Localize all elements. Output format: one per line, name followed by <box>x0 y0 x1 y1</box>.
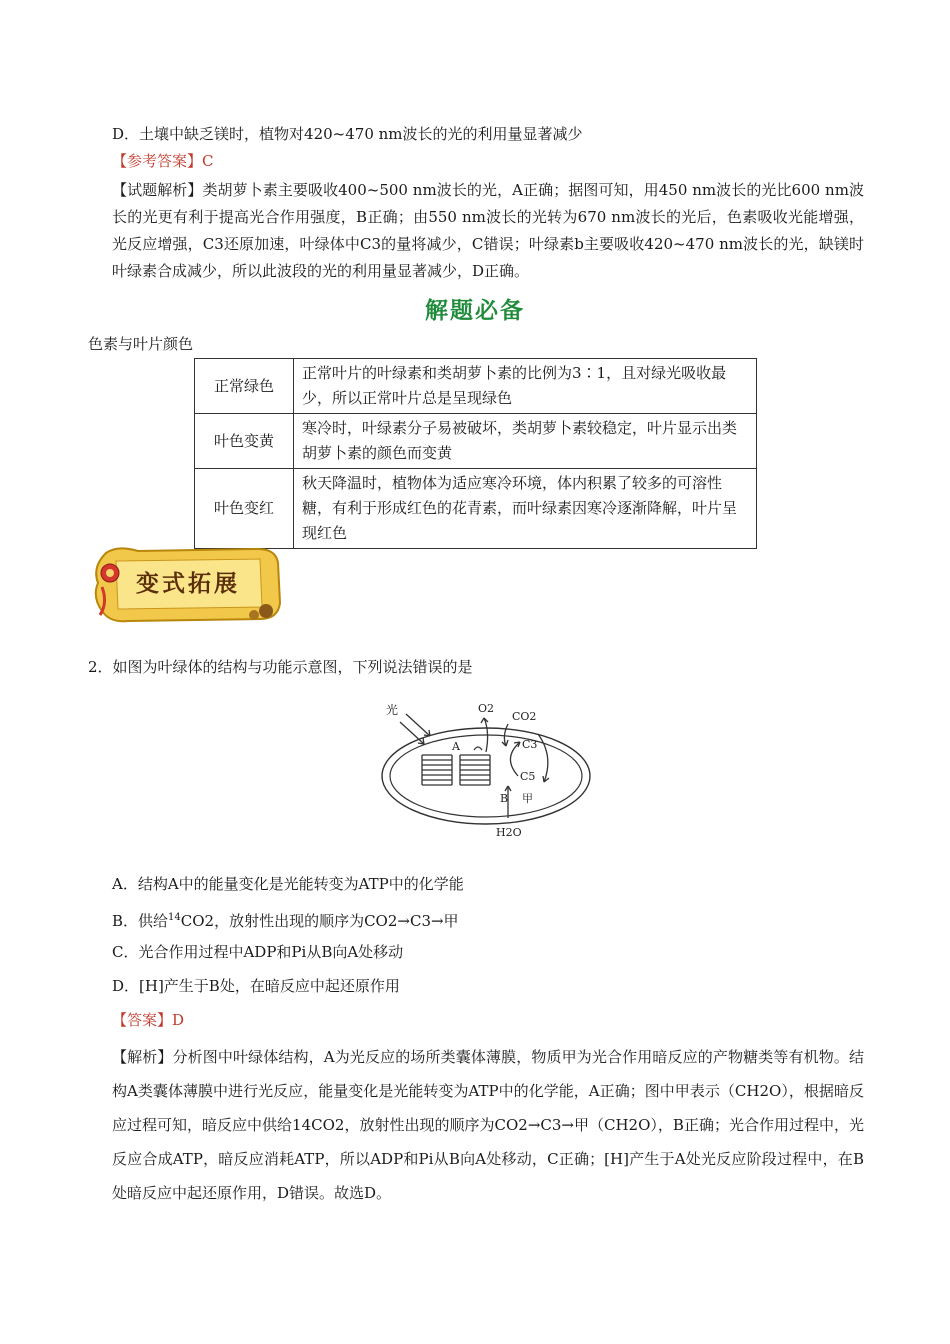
banner-text: 变式拓展 <box>136 570 240 597</box>
table-cell-value: 寒冷时，叶绿素分子易被破坏，类胡萝卜素较稳定，叶片显示出类胡萝卜素的颜色而变黄 <box>294 414 757 469</box>
table-cell-value: 正常叶片的叶绿素和类胡萝卜素的比例为3∶1，且对绿光吸收最少，所以正常叶片总是呈现绿色 <box>294 359 757 414</box>
label-jia: 甲 <box>522 792 533 805</box>
option-b-rest: CO2，放射性出现的顺序为CO2→C3→甲 <box>180 912 459 930</box>
table-row <box>195 469 757 549</box>
table-cell-key: 正常绿色 <box>195 359 294 414</box>
variant-banner <box>88 543 284 625</box>
pigment-table <box>194 358 757 549</box>
option-b <box>112 908 459 931</box>
label-c3: C3 <box>522 738 538 751</box>
table-row <box>195 414 757 469</box>
label-o2: O2 <box>478 702 495 715</box>
label-b: B <box>500 792 509 805</box>
answer2-label: 【答案】D <box>112 1011 185 1029</box>
option-a: A．结构A中的能量变化是光能转变为ATP中的化学能 <box>112 875 464 893</box>
prev-answer-label: 【参考答案】C <box>112 152 214 170</box>
prev-analysis: 【试题解析】类胡萝卜素主要吸收400~500 nm波长的光，A正确；据图可知，用450 nm波长的光比600 nm波长的光更有利于提高光合作用强度，B正确；由550 nm波长的光转为670 nm波长的光后，色素吸收光能增强，光反应增强，C3还原加速，叶绿体中C3的量将减少，C错误；叶绿素b主要吸收420~470 nm波长的光，缺镁时叶绿素合成减少，所以此波段的光的利用量显著减少，D正确。 <box>112 181 864 280</box>
question-text: 2．如图为叶绿体的结构与功能示意图，下列说法错误的是 <box>88 658 473 676</box>
option-b-sup: 14 <box>168 912 181 923</box>
chloroplast-svg <box>378 698 598 846</box>
label-co2: CO2 <box>512 710 537 723</box>
table-row <box>195 359 757 414</box>
prev-option-d: D．土壤中缺乏镁时，植物对420~470 nm波长的光的利用量显著减少 <box>112 125 583 143</box>
option-b-prefix: B．供给 <box>112 912 169 930</box>
label-c5: C5 <box>520 770 536 783</box>
table-cell-key: 叶色变红 <box>195 469 294 549</box>
section-title: 解题必备 <box>425 298 525 324</box>
analysis2: 【解析】分析图中叶绿体结构，A为光反应的场所类囊体薄膜，物质甲为光合作用暗反应的产物糖类等有机物。结构A类囊体薄膜中进行光反应，能量变化是光能转变为ATP中的化学能，A正确；图中甲表示（CH2O），根据暗反应过程可知，暗反应中供给14CO2，放射性出现的顺序为CO2→C3→甲（CH2O），B正确；光合作用过程中，光反应合成ATP，暗反应消耗ATP，所以ADP和Pi从B向A处移动，C正确；[H]产生于A处光反应阶段过程中，在B处暗反应中起还原作用，D错误。故选D。 <box>112 1048 864 1202</box>
label-h2o: H2O <box>496 826 522 839</box>
option-d: D．[H]产生于B处，在暗反应中起还原作用 <box>112 977 400 995</box>
option-c: C．光合作用过程中ADP和Pi从B向A处移动 <box>112 943 404 961</box>
label-a: A <box>452 740 460 753</box>
chloroplast-diagram <box>378 698 598 846</box>
table-cell-value: 秋天降温时，植物体为适应寒冷环境，体内积累了较多的可溶性糖，有利于形成红色的花青素，而叶绿素因寒冷逐渐降解，叶片呈现红色 <box>294 469 757 549</box>
table-caption: 色素与叶片颜色 <box>88 335 194 353</box>
label-light: 光 <box>386 703 399 717</box>
table-cell-key: 叶色变黄 <box>195 414 294 469</box>
